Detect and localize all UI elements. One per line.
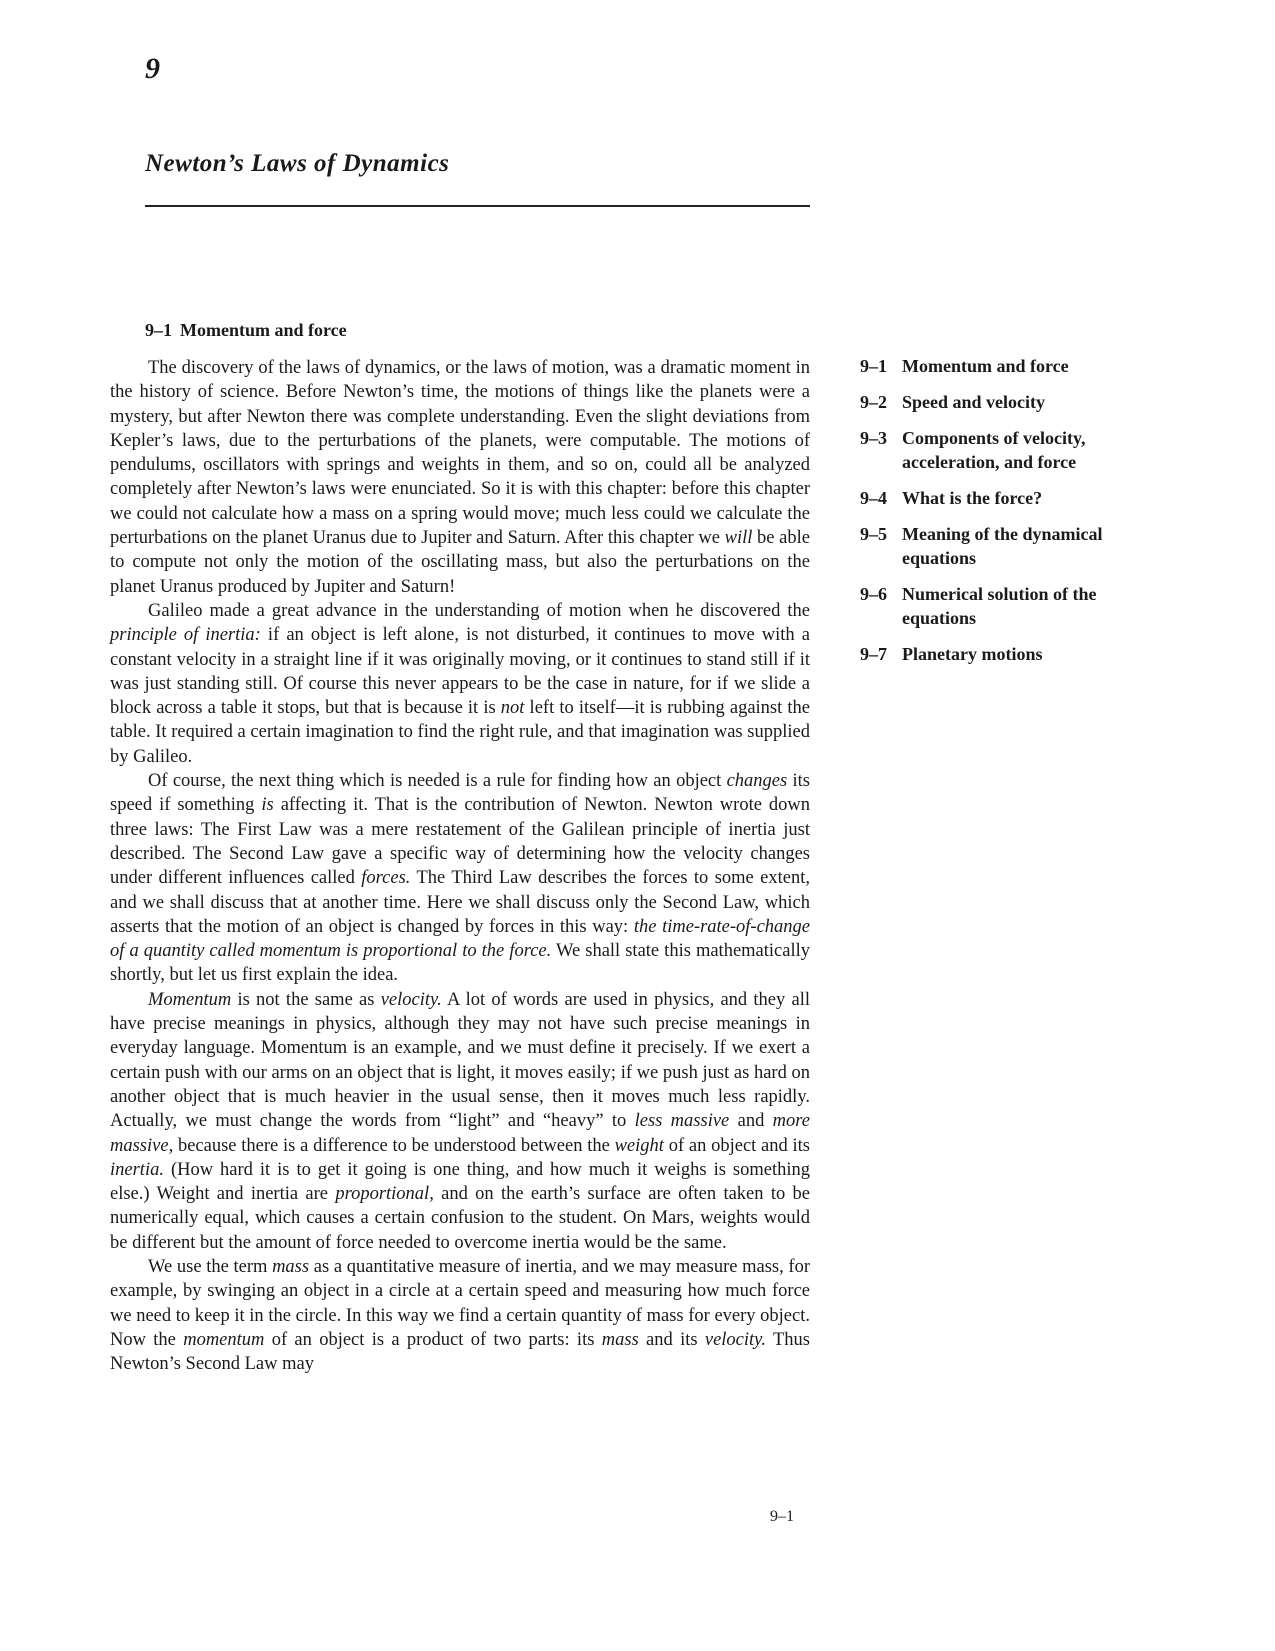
text-run: We shall state this mathematically shortly, but let us first explain the idea. xyxy=(110,941,810,986)
emphasized-text: velocity. xyxy=(380,989,442,1010)
text-run: and on the earth’s surface are often taken to be numerically equal, which causes a certain confusion to the student. On Mars, weights would be different but the amount of force needed to overcome inertia would be the same. xyxy=(110,1184,811,1253)
page-number: 9–1 xyxy=(770,1508,794,1525)
emphasized-text: weight xyxy=(614,1135,664,1156)
emphasized-text: Momentum xyxy=(148,989,232,1010)
text-run: if an object is left alone, is not disturbed, it continues to move with a constant velocity in a straight line if it was originally moving, or it continues to stand still if it was just standing still. Of course this never appears to be the case in nature, for if we slide a block across a table it stops, but that is because it is xyxy=(110,625,810,719)
toc-item-number: 9–3 xyxy=(860,428,887,448)
text-run: (How hard it is to get it going is one thing, and how much it weighs is something else.) Weight and inertia are xyxy=(110,1159,810,1205)
text-run: Of course, the next thing which is needed is a rule for finding how an object xyxy=(148,771,727,792)
text-run: its speed if something xyxy=(110,771,810,816)
text-run: left to itself—it is rubbing against the table. It required a certain imagination to find the right rule, and that imagination was supplied by Galileo. xyxy=(110,698,810,767)
emphasized-text: principle of inertia: xyxy=(110,625,261,646)
text-run: Thus Newton’s Second Law may xyxy=(110,1329,810,1375)
emphasized-text: less massive xyxy=(634,1111,730,1132)
emphasized-text: more massive, xyxy=(110,1111,810,1156)
toc-item-title: Speed and velocity xyxy=(902,392,1046,412)
toc-item xyxy=(860,426,1150,474)
emphasized-text: inertia. xyxy=(110,1159,164,1180)
section-title: Momentum and force xyxy=(180,320,347,340)
emphasized-text: will xyxy=(724,528,753,549)
body-paragraph xyxy=(110,599,810,769)
toc-item-number: 9–7 xyxy=(860,644,887,664)
text-run: A lot of words are used in physics, and they all have precise meanings in physics, although they may not have such precise meanings in everyday language. Momentum is an example, and we must define it precisely. If we exert a certain push with our arms on an object that is light, it moves easily; if we push just as hard on another object that is much heavier in the usual sense, then it moves much less rapidly. Actually, we must change the words from “light” and “heavy” to xyxy=(110,989,810,1132)
emphasized-text: the time-rate-of-change of a quantity called momentum is proportional to the force. xyxy=(110,916,811,962)
emphasized-text: momentum xyxy=(183,1329,265,1350)
toc-item-number: 9–1 xyxy=(860,356,887,376)
emphasized-text: not xyxy=(500,698,525,719)
body-paragraph xyxy=(110,769,810,988)
toc-item xyxy=(860,354,1150,378)
text-run: Galileo made a great advance in the understanding of motion when he discovered the xyxy=(148,600,810,621)
chapter-title: Newton’s Laws of Dynamics xyxy=(145,150,450,177)
toc-item xyxy=(860,582,1150,630)
body-text xyxy=(110,356,810,1376)
text-run: affecting it. That is the contribution of Newton. Newton wrote down three laws: The First Law was a mere restatement of the Galilean principle of inertia just described. The Second Law gave a specific way of determining how the velocity changes under different influences called xyxy=(110,795,810,889)
text-run: is not the same as xyxy=(231,989,381,1010)
emphasized-text: mass xyxy=(272,1256,310,1277)
section-heading xyxy=(145,320,347,341)
toc-item-title: Components of velocity, acceleration, and force xyxy=(902,428,1086,472)
text-run: be able to compute not only the motion of the oscillating mass, but also the perturbations on the planet Uranus produced by Jupiter and Saturn! xyxy=(110,528,810,597)
toc-item-number: 9–2 xyxy=(860,392,887,412)
emphasized-text: velocity. xyxy=(704,1329,766,1350)
toc-item-title: Meaning of the dynamical equations xyxy=(902,524,1103,568)
text-run: of an object is a product of two parts: its xyxy=(264,1329,602,1350)
chapter-number: 9 xyxy=(145,52,160,85)
body-paragraph xyxy=(110,356,810,599)
text-run: and its xyxy=(638,1329,705,1350)
text-run: We use the term xyxy=(148,1256,273,1277)
title-rule xyxy=(145,205,810,207)
toc-item xyxy=(860,522,1150,570)
toc-item-title: Numerical solution of the equations xyxy=(902,584,1097,628)
toc-item xyxy=(860,486,1150,510)
emphasized-text: changes xyxy=(726,771,788,792)
emphasized-text: forces. xyxy=(361,868,411,889)
emphasized-text: proportional, xyxy=(335,1184,434,1205)
text-run: and xyxy=(729,1111,773,1132)
body-paragraph xyxy=(110,988,810,1255)
text-run: The discovery of the laws of dynamics, or the laws of motion, was a dramatic moment in the history of science. Before Newton’s time, the motions of things like the planets were a mystery, but after Newton there was complete understanding. Even the slight deviations from Kepler’s laws, due to the perturbations of the planets, were computable. The motions of pendulums, oscillators with springs and weights in them, and so on, could all be analyzed completely after Newton’s laws were enunciated. So it is with this chapter: before this chapter we could not calculate how a mass on a spring would move; much less could we calculate the perturbations on the planet Uranus due to Jupiter and Saturn. After this chapter we xyxy=(110,358,810,549)
toc-item-title: Momentum and force xyxy=(902,356,1069,376)
body-paragraph xyxy=(110,1255,810,1376)
chapter-contents xyxy=(860,354,1150,678)
emphasized-text: is xyxy=(261,795,274,816)
toc-item-title: What is the force? xyxy=(902,488,1043,508)
text-run: The Third Law describes the forces to some extent, and we shall discuss that at another time. Here we shall discuss only the Second Law, which asserts that the motion of an object is changed by forces in this way: xyxy=(110,868,810,937)
toc-item-number: 9–5 xyxy=(860,524,887,544)
toc-item-title: Planetary motions xyxy=(902,644,1043,664)
toc-item-number: 9–6 xyxy=(860,584,887,604)
text-run: as a quantitative measure of inertia, and we may measure mass, for example, by swinging an object in a circle at a certain speed and measuring how much force we need to keep it in the circle. In this way we find a certain quantity of mass for every object. Now the xyxy=(110,1256,811,1350)
toc-item xyxy=(860,390,1150,414)
emphasized-text: mass xyxy=(601,1329,639,1350)
text-run: because there is a difference to be understood between the xyxy=(173,1135,615,1156)
toc-item-number: 9–4 xyxy=(860,488,887,508)
text-run: of an object and its xyxy=(663,1135,811,1156)
toc-item xyxy=(860,642,1150,666)
section-number: 9–1 xyxy=(145,320,172,340)
